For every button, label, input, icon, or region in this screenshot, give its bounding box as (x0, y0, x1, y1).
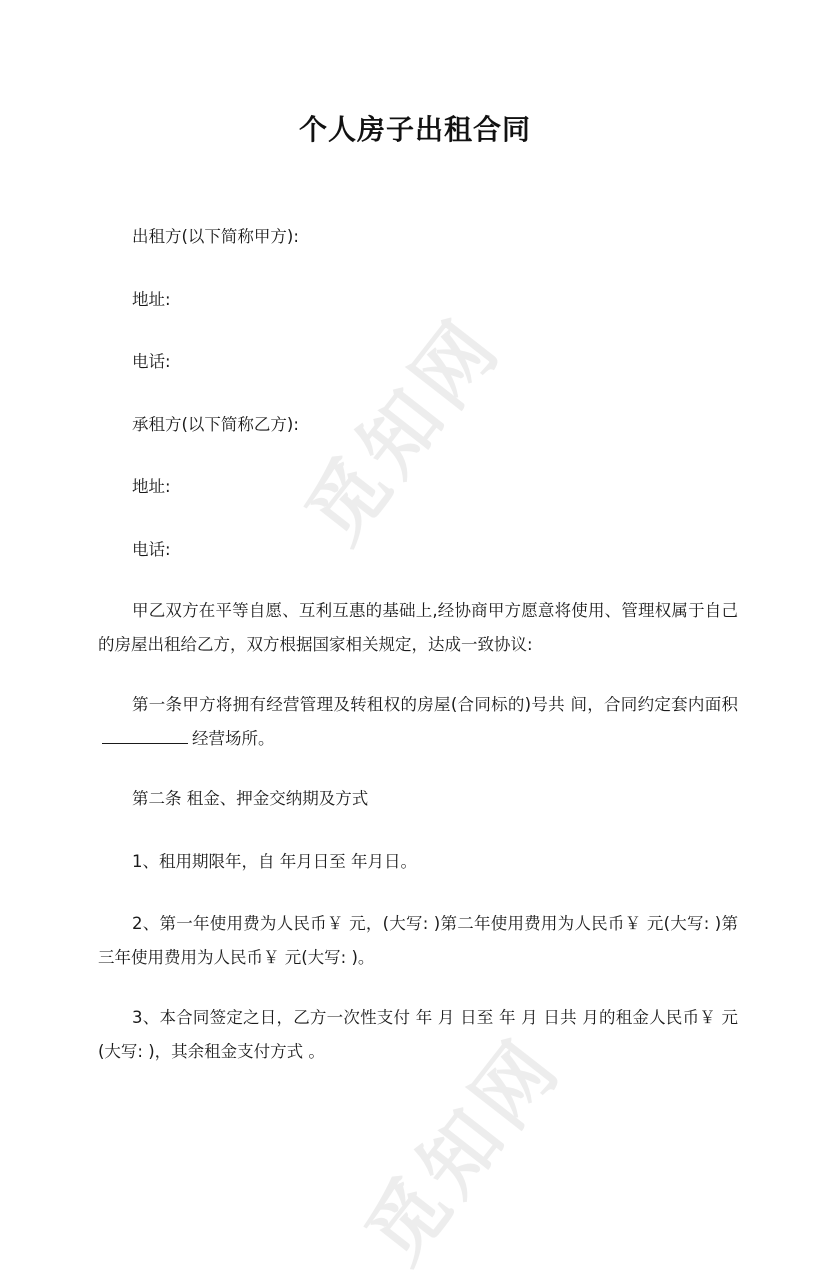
article-1-paragraph (98, 688, 738, 756)
lessee-label: 承租方(以下简称乙方): (132, 415, 299, 434)
lessor-phone-label: 电话: (132, 352, 171, 371)
article-2-heading: 第二条 租金、押金交纳期及方式 (132, 789, 369, 808)
clause-2: 2、第一年使用费为人民币￥ 元，(大写: )第二年使用费用为人民币￥ 元(大写: )第三年使用费用为人民币￥ 元(大写: )。 (98, 914, 738, 967)
watermark: 觅知网 (349, 1020, 580, 1280)
area-blank-line (102, 727, 188, 744)
intro-paragraph: 甲乙双方在平等自愿、互利互惠的基础上,经协商甲方愿意将使用、管理权属于自己的房屋出租给乙方，双方根据国家相关规定，达成一致协议: (98, 601, 738, 654)
article-1-text-end: 经营场所。 (192, 729, 275, 748)
article-1-text: 第一条甲方将拥有经营管理及转租权的房屋(合同标的)号共 间，合同约定套内面积 (132, 695, 738, 714)
clause-3: 3、本合同签定之日，乙方一次性支付 年 月 日至 年 月 日共 月的租金人民币￥ 元(大写: )，其余租金支付方式 。 (98, 1008, 738, 1061)
clause-1: 1、租用期限年，自 年月日至 年月日。 (132, 852, 417, 871)
watermark: 觅知网 (289, 300, 520, 560)
lessor-label: 出租方(以下简称甲方): (132, 227, 299, 246)
document-title: 个人房子出租合同 (298, 113, 531, 146)
lessee-phone-label: 电话: (132, 540, 171, 559)
lessee-address-label: 地址: (132, 477, 171, 496)
lessor-address-label: 地址: (132, 290, 171, 309)
